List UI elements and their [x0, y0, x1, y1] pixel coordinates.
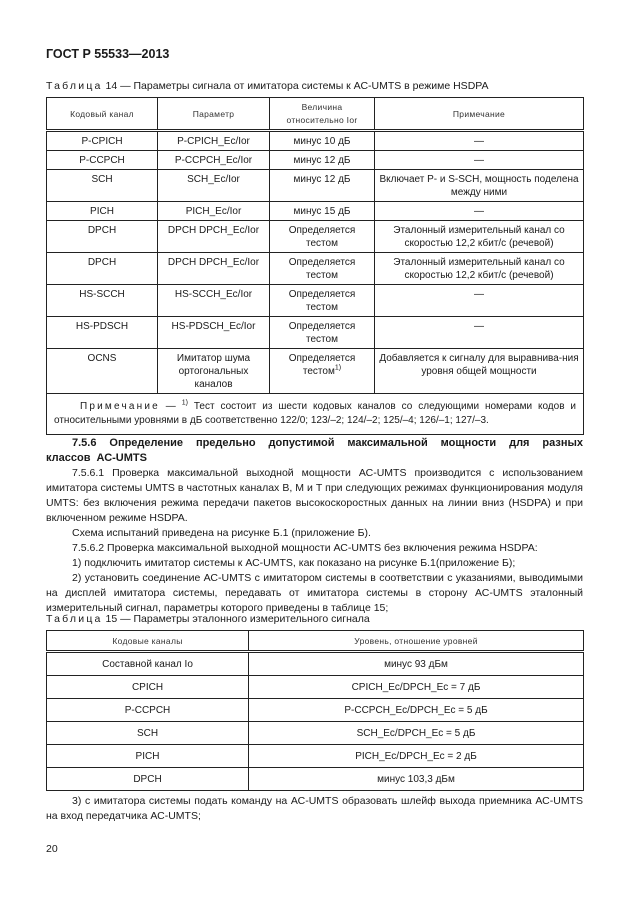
table15-caption-label: Таблица [46, 613, 103, 625]
cell-param: Имитатор шума ортогональных каналов [158, 349, 270, 394]
table-row [47, 170, 584, 202]
cell-channel: P-CCPCH [47, 151, 158, 170]
table14-caption-label: Таблица [46, 80, 103, 92]
table14-header-channel: Кодовый канал [47, 98, 158, 131]
cell-param: HS-SCCH_Ec/Ior [158, 285, 270, 317]
cell-level: минус 93 дБм [249, 652, 584, 676]
cell-note: — [375, 131, 584, 151]
table-row [47, 285, 584, 317]
cell-value: Определяется тестом [270, 285, 375, 317]
table-row [47, 253, 584, 285]
cell-param: P-CCPCH_Ec/Ior [158, 151, 270, 170]
footnote-label: Примечание [80, 401, 160, 412]
table-row [47, 745, 584, 768]
cell-value: минус 15 дБ [270, 202, 375, 221]
cell-value: Определяется тестом [270, 317, 375, 349]
cell-note: — [375, 317, 584, 349]
table14-caption-text: 14 — Параметры сигнала от имитатора системы к АС-UMTS в режиме HSDPA [102, 80, 489, 92]
table-row [47, 652, 584, 676]
cell-value [270, 349, 375, 394]
cell-level: PICH_Ec/DPCH_Ec = 2 дБ [249, 745, 584, 768]
cell-value: Определяется тестом [270, 221, 375, 253]
footnote-sup: 1) [181, 399, 188, 407]
table-row [47, 131, 584, 151]
paragraph: 7.5.6.1 Проверка максимальной выходной мощности АС-UMTS производится с использованием имитатора системы UMTS в частотных каналах B, M и T при следующих режимах функционирования модуля UMTS: без включения режима передачи пакетов высокоскоростных данных на линии вниз (HSDPA) и при включенном режиме HSDPA. [46, 467, 583, 524]
table-row [47, 349, 584, 394]
table15-header-level: Уровень, отношение уровней [249, 631, 584, 652]
table-row [47, 699, 584, 722]
footnote-ref: 1) [334, 364, 342, 372]
cell-level: CPICH_Ec/DPCH_Ec = 7 дБ [249, 676, 584, 699]
cell-channel: DPCH [47, 768, 249, 791]
table-row [47, 722, 584, 745]
table14-footnote-row [47, 394, 584, 435]
table14-header-param: Параметр [158, 98, 270, 131]
paragraph: 1) подключить имитатор системы к АС-UMTS, как показано на рисунке Б.1(приложение Б); [72, 557, 516, 569]
document-header: ГОСТ Р 55533—2013 [46, 47, 170, 61]
table-14 [46, 97, 584, 435]
cell-note: — [375, 151, 584, 170]
cell-note: Эталонный измерительный канал со скоростью 12,2 кбит/с (речевой) [375, 221, 584, 253]
cell-channel: P-CCPCH [47, 699, 249, 722]
cell-level: минус 103,3 дБм [249, 768, 584, 791]
section-title: 7.5.6 Определение предельно допустимой максимальной мощности для разных классов АС-UMTS [46, 437, 583, 464]
cell-param: SCH_Ec/Ior [158, 170, 270, 202]
cell-note: Включает P- и S-SCH, мощность поделена между ними [375, 170, 584, 202]
cell-channel: P-CPICH [47, 131, 158, 151]
after-table15-text [46, 794, 583, 824]
cell-param: HS-PDSCH_Ec/Ior [158, 317, 270, 349]
cell-channel: SCH [47, 722, 249, 745]
table-row [47, 202, 584, 221]
footnote-text: Тест состоит из шести кодовых каналов со следующими номерами кодов и относительными уровнями в дБ соответственно 122/0; 123/–2; 124/–2; 125/–4; 126/–1; 127/–3. [54, 401, 577, 426]
cell-channel: DPCH [47, 253, 158, 285]
cell-note: Добавляется к сигналу для выравнива-ния уровня общей мощности [375, 349, 584, 394]
cell-channel: HS-SCCH [47, 285, 158, 317]
table14-caption [46, 80, 489, 92]
table-row [47, 221, 584, 253]
table-row [47, 676, 584, 699]
cell-channel: PICH [47, 202, 158, 221]
table15-caption-text: 15 — Параметры эталонного измерительного сигнала [102, 613, 370, 625]
footnote-dash: — [159, 401, 182, 412]
table-15 [46, 630, 584, 791]
cell-channel: SCH [47, 170, 158, 202]
table-row [47, 768, 584, 791]
cell-param: P-CPICH_Ec/Ior [158, 131, 270, 151]
paragraph: 7.5.6.2 Проверка максимальной выходной мощности АС-UMTS без включения режима HSDPA: [72, 542, 538, 554]
table-row [47, 317, 584, 349]
table14-footnote [47, 394, 584, 435]
cell-channel: DPCH [47, 221, 158, 253]
cell-level: P-CCPCH_Ec/DPCH_Ec = 5 дБ [249, 699, 584, 722]
cell-value: минус 12 дБ [270, 151, 375, 170]
cell-note: Эталонный измерительный канал со скоростью 12,2 кбит/с (речевой) [375, 253, 584, 285]
section-7-5-6 [46, 436, 583, 616]
cell-channel: CPICH [47, 676, 249, 699]
table-row [47, 151, 584, 170]
cell-channel: Составной канал Io [47, 652, 249, 676]
page-number: 20 [46, 843, 58, 855]
cell-channel: PICH [47, 745, 249, 768]
paragraph: 3) с имитатора системы подать команду на АС-UMTS образовать шлейф выхода приемника АС-UMTS на вход передатчика АС-UMTS; [46, 795, 583, 822]
cell-value: минус 10 дБ [270, 131, 375, 151]
cell-note: — [375, 202, 584, 221]
cell-note: — [375, 285, 584, 317]
table14-header-row [47, 98, 584, 131]
cell-value: Определяется тестом [270, 253, 375, 285]
table15-caption [46, 613, 370, 625]
cell-param: DPCH DPCH_Ec/Ior [158, 253, 270, 285]
cell-param: PICH_Ec/Ior [158, 202, 270, 221]
table14-header-note: Примечание [375, 98, 584, 131]
paragraph: 2) установить соединение АС-UMTS с имитатором системы в соответствии с указаниями, выводимыми на дисплей имитатора системы, передавать от имитатора системы в сторону АС-UMTS эталонный измерительный сигнал, параметры которого приведены в таблице 15; [46, 572, 583, 614]
paragraph: Схема испытаний приведена на рисунке Б.1 (приложение Б). [72, 527, 371, 539]
cell-value-text: Определяется тестом [288, 353, 356, 377]
cell-value: минус 12 дБ [270, 170, 375, 202]
cell-param: DPCH DPCH_Ec/Ior [158, 221, 270, 253]
table15-header-row [47, 631, 584, 652]
table15-header-channels: Кодовые каналы [47, 631, 249, 652]
cell-channel: HS-PDSCH [47, 317, 158, 349]
table14-header-value: Величина относительно Ior [270, 98, 375, 131]
cell-channel: OCNS [47, 349, 158, 394]
cell-level: SCH_Ec/DPCH_Ec = 5 дБ [249, 722, 584, 745]
